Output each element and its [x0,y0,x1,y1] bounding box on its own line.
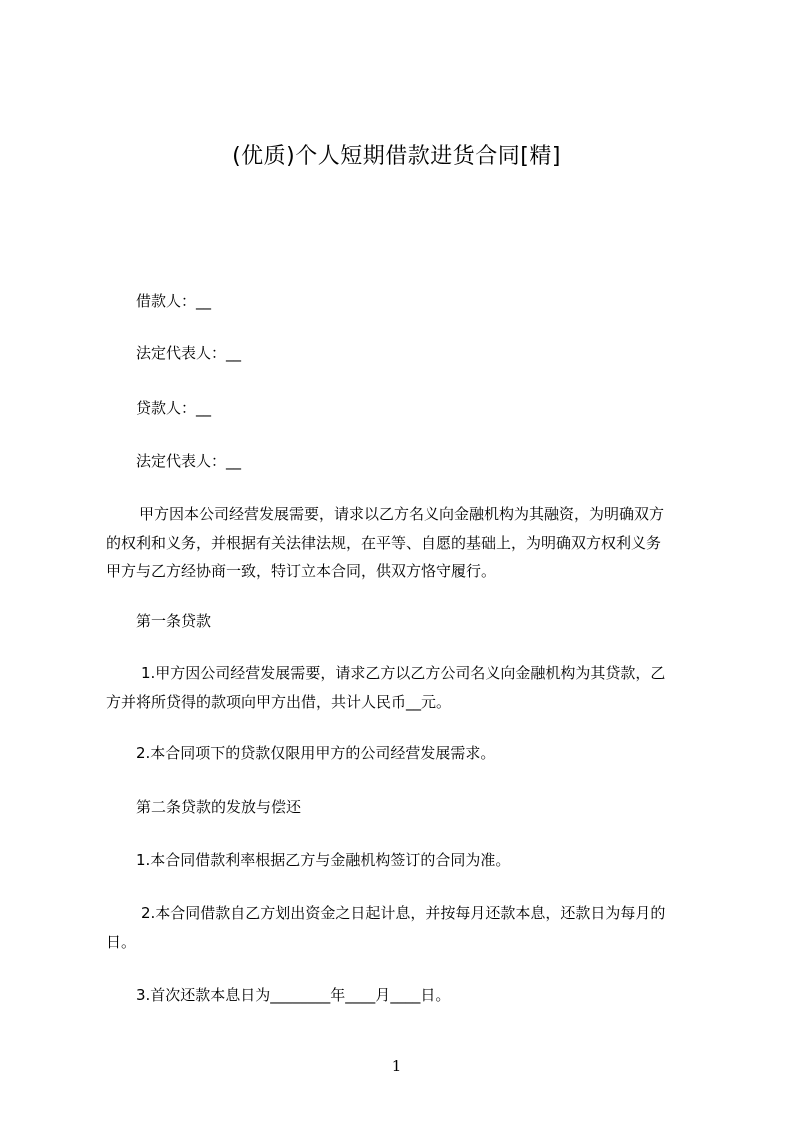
article-2-item-2-line-2: 日。 [106,933,137,951]
article-1-item-2: 2.本合同项下的贷款仅限用甲方的公司经营发展需求。 [136,744,496,762]
borrower-line: 借款人：__ [136,292,212,310]
page-number: 1 [391,1057,402,1075]
borrower-representative-line: 法定代表人：__ [136,344,242,362]
document-title: (优质)个人短期借款进货合同[精] [232,144,561,169]
preamble-line-3: 甲方与乙方经协商一致，特订立本合同，供双方恪守履行。 [106,562,497,580]
article-1-heading: 第一条贷款 [136,612,212,630]
preamble-line-1: 甲方因本公司经营发展需要，请求以乙方名义向金融机构为其融资，为明确双方 [139,505,665,523]
article-1-item-1-line-2: 方并将所贷得的款项向甲方出借，共计人民币__元。 [106,693,452,711]
lender-line: 贷款人：__ [136,399,212,417]
article-2-item-3: 3.首次还款本息日为________年____月____日。 [136,986,451,1004]
preamble-line-2: 的权利和义务，并根据有关法律法规，在平等、自愿的基础上，为明确双方权利义务 [106,534,662,552]
article-1-item-1-line-1: 1.甲方因公司经营发展需要，请求乙方以乙方公司名义向金融机构为其贷款，乙 [141,664,666,682]
article-2-item-1: 1.本合同借款利率根据乙方与金融机构签订的合同为准。 [136,851,511,869]
lender-representative-line: 法定代表人：__ [136,452,242,470]
article-2-item-2-line-1: 2.本合同借款自乙方划出资金之日起计息，并按每月还款本息，还款日为每月的 [141,904,666,922]
article-2-heading: 第二条贷款的发放与偿还 [136,798,302,816]
